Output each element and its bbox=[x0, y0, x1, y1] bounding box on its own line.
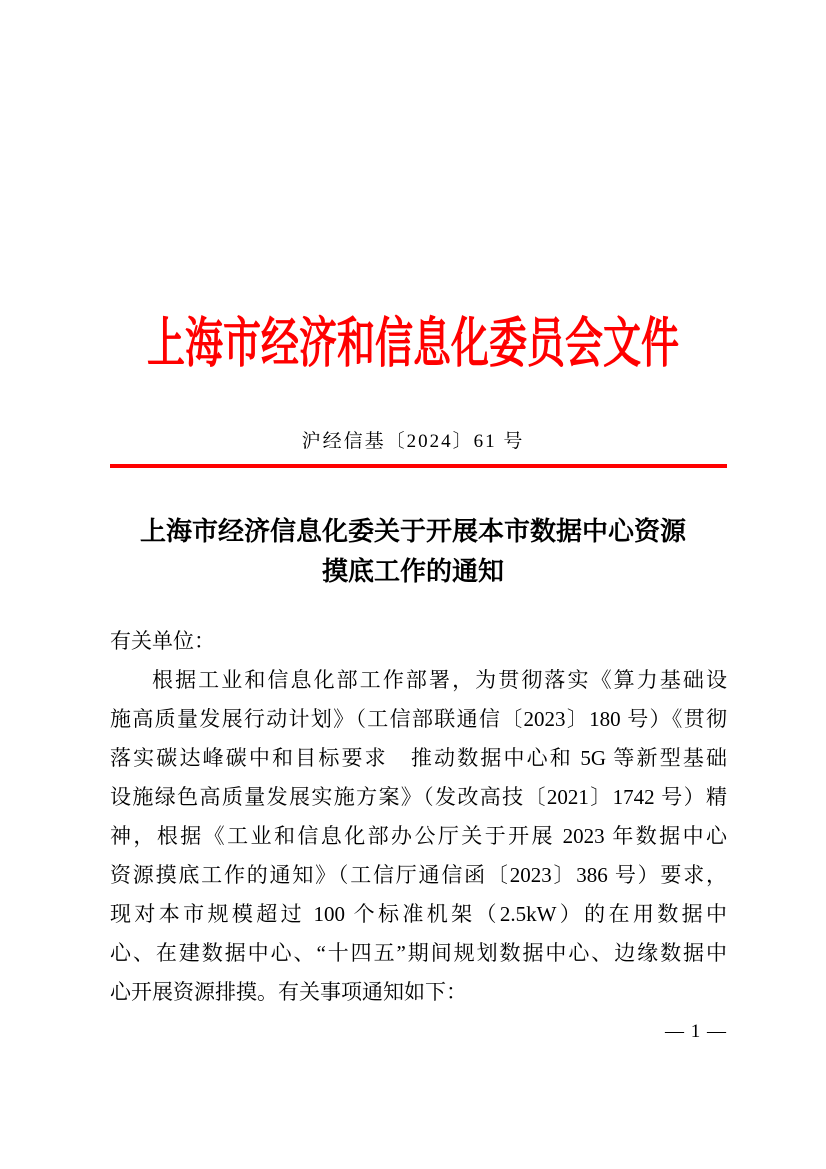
body-line: 神，根据《工业和信息化部办公厅关于开展 2023 年数据中心 bbox=[110, 824, 727, 848]
notice-body bbox=[110, 622, 727, 1012]
body-line: 设施绿色高质量发展实施方案》（发改高技〔2021〕1742 号）精 bbox=[110, 785, 727, 809]
page-number: — 1 — bbox=[665, 1021, 727, 1042]
salutation: 有关单位： bbox=[110, 629, 215, 653]
body-line: 心开展资源排摸。有关事项通知如下： bbox=[110, 980, 467, 1004]
body-line: 心、在建数据中心、“十四五”期间规划数据中心、边缘数据中 bbox=[110, 941, 727, 965]
document-number: 沪经信基〔2024〕61 号 bbox=[301, 431, 525, 452]
body-line: 现对本市规模超过 100 个标准机架（2.5kW）的在用数据中 bbox=[110, 902, 727, 926]
body-line: 根据工业和信息化部工作部署，为贯彻落实《算力基础设 bbox=[152, 668, 727, 692]
red-divider-line bbox=[110, 464, 727, 468]
body-line: 施高质量发展行动计划》（工信部联通信〔2023〕180 号）《贯彻 bbox=[110, 707, 727, 731]
notice-title bbox=[0, 512, 826, 592]
agency-banner-title: 上海市经济和信息化委员会文件 bbox=[146, 314, 679, 375]
notice-title-line2: 摸底工作的通知 bbox=[321, 557, 504, 586]
body-line: 资源摸底工作的通知》（工信厅通信函〔2023〕386 号）要求， bbox=[110, 863, 727, 887]
body-line: 落实碳达峰碳中和目标要求 推动数据中心和 5G 等新型基础 bbox=[110, 746, 727, 770]
notice-title-line1: 上海市经济信息化委关于开展本市数据中心资源 bbox=[139, 517, 686, 546]
